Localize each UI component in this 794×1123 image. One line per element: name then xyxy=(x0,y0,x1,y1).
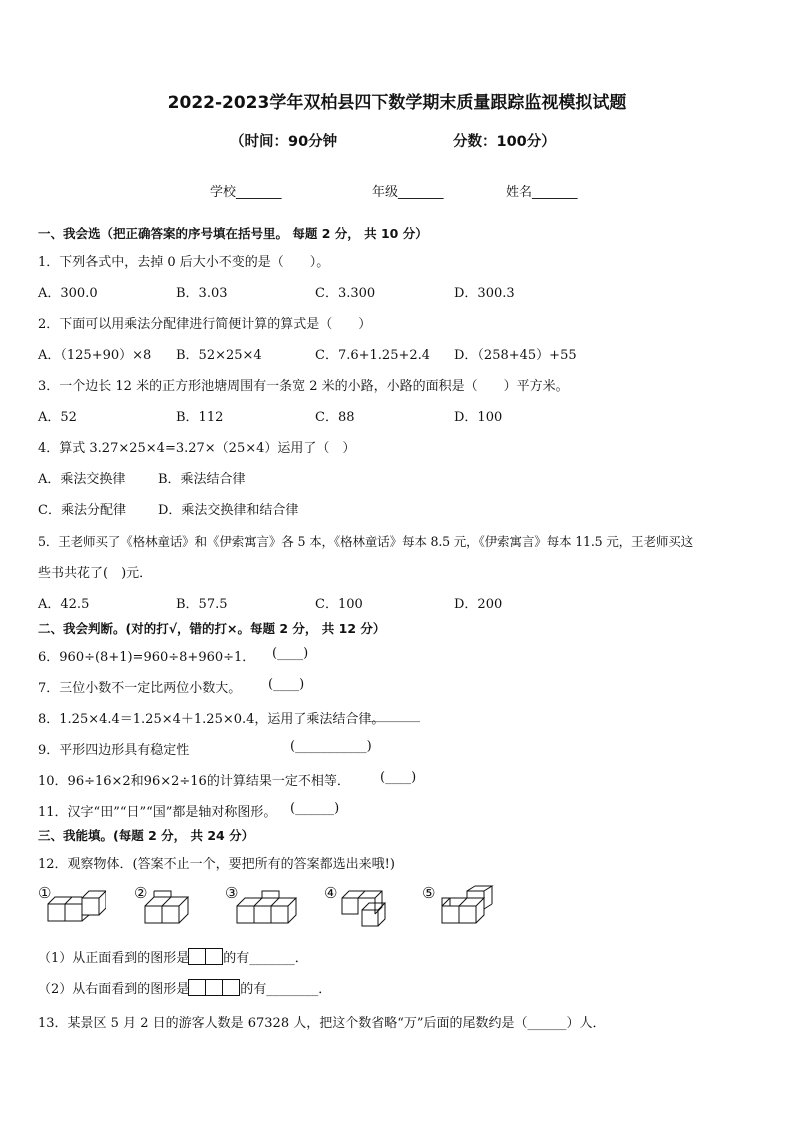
name-field[interactable]: 姓名_______ xyxy=(506,185,578,200)
figure-5-cubes xyxy=(432,884,496,932)
figure-label-5: ⑤ xyxy=(422,884,436,902)
question-6: 6．960÷(8+1)=960÷8+960÷1． xyxy=(38,650,256,665)
figure-2-cubes xyxy=(142,884,202,932)
q4-option-a[interactable]: A．乘法交换律 xyxy=(38,472,126,487)
q12-1-prefix: （1）从正面看到的图形是 xyxy=(38,951,190,966)
question-12-part-1 xyxy=(38,947,308,966)
question-2: 2．下面可以用乘法分配律进行简便计算的算式是（ ） xyxy=(38,317,372,332)
question-12: 12．观察物体．(答案不止一个，要把所有的答案都选出来哦!) xyxy=(38,857,395,872)
figure-label-1: ① xyxy=(38,884,52,902)
q1-option-a[interactable]: A．300.0 xyxy=(38,286,98,301)
question-13: 13．某景区 5 月 2 日的游客人数是 67328 人，把这个数省略“万”后面的尾数约是（______）人． xyxy=(38,1016,606,1031)
q5-option-c[interactable]: C．100 xyxy=(315,597,363,612)
q1-option-c[interactable]: C．3.300 xyxy=(315,286,376,301)
shape-box xyxy=(188,948,206,965)
exam-title: 2022-2023学年双柏县四下数学期末质量跟踪监视模拟试题 xyxy=(167,93,627,113)
q7-answer-blank[interactable]: (____) xyxy=(268,677,305,692)
q10-answer-blank[interactable]: (____) xyxy=(380,770,417,785)
q1-option-b[interactable]: B．3.03 xyxy=(176,286,228,301)
shape-box xyxy=(205,948,223,965)
q12-2-answer-blank[interactable]: 的有________． xyxy=(240,982,332,997)
q12-1-answer-blank[interactable]: 的有_______． xyxy=(223,951,308,966)
grade-field[interactable]: 年级_______ xyxy=(372,185,444,200)
q8-answer-blank[interactable]: ________ xyxy=(368,708,420,723)
figure-3-cubes xyxy=(234,884,304,932)
q2-option-c[interactable]: C．7.6+1.25+2.4 xyxy=(315,348,431,363)
question-10: 10．96÷16×2和96×2÷16的计算结果一定不相等． xyxy=(38,774,350,789)
question-8: 8．1.25×4.4＝1.25×4＋1.25×0.4，运用了乘法结合律。 xyxy=(38,712,385,727)
q5-option-d[interactable]: D．200 xyxy=(454,597,503,612)
q4-option-d[interactable]: D．乘法交换律和结合律 xyxy=(158,503,299,518)
question-9: 9．平形四边形具有稳定性 xyxy=(38,743,190,758)
figure-label-4: ④ xyxy=(324,884,338,902)
q3-option-d[interactable]: D．100 xyxy=(454,410,503,425)
q3-option-c[interactable]: C．88 xyxy=(315,410,355,425)
question-7: 7．三位小数不一定比两位小数大。 xyxy=(38,681,242,696)
q2-option-d[interactable]: D．（258+45）+55 xyxy=(454,348,577,363)
q12-2-prefix: （2）从右面看到的图形是 xyxy=(38,982,190,997)
shape-box xyxy=(205,979,223,996)
q2-option-a[interactable]: A．（125+90）×8 xyxy=(38,348,152,363)
q11-answer-blank[interactable]: (______) xyxy=(290,801,340,816)
figure-label-3: ③ xyxy=(225,884,239,902)
q5-option-a[interactable]: A．42.5 xyxy=(38,597,90,612)
q9-answer-blank[interactable]: (___________) xyxy=(290,739,372,754)
question-1: 1．下列各式中，去掉 0 后大小不变的是（ ）。 xyxy=(38,255,330,270)
question-5: 5．王老师买了《格林童话》和《伊索寓言》各 5 本，《格林童话》每本 8.5 元，《伊索寓言》每本 11.5 元，王老师买这 xyxy=(38,534,694,549)
q5-option-b[interactable]: B．57.5 xyxy=(176,597,228,612)
shape-box xyxy=(222,979,240,996)
school-field[interactable]: 学校_______ xyxy=(210,185,282,200)
figure-label-2: ② xyxy=(134,884,148,902)
question-11: 11．汉字“田”“日”“国”都是轴对称图形。 xyxy=(38,805,277,820)
q3-option-b[interactable]: B．112 xyxy=(176,410,224,425)
q1-option-d[interactable]: D．300.3 xyxy=(454,286,515,301)
section-heading-judge: 二、我会判断。(对的打√，错的打×。每题 2 分， 共 12 分） xyxy=(38,621,386,636)
q3-option-a[interactable]: A．52 xyxy=(38,410,77,425)
question-12-part-2 xyxy=(38,978,331,997)
figure-4-cubes xyxy=(334,884,394,932)
figure-1-cubes xyxy=(46,884,106,932)
q4-option-c[interactable]: C．乘法分配律 xyxy=(38,503,126,518)
total-score: 分数：100分） xyxy=(453,134,556,150)
question-4: 4．算式 3.27×25×4=3.27×（25×4）运用了（ ） xyxy=(38,441,356,456)
q6-answer-blank[interactable]: (____) xyxy=(272,646,309,661)
q4-option-b[interactable]: B．乘法结合律 xyxy=(158,472,246,487)
section-heading-fill: 三、我能填。(每题 2 分， 共 24 分） xyxy=(38,828,255,843)
shape-box xyxy=(188,979,206,996)
q2-option-b[interactable]: B．52×25×4 xyxy=(176,348,262,363)
question-3: 3．一个边长 12 米的正方形池塘周围有一条宽 2 米的小路，小路的面积是（ ）平方米。 xyxy=(38,379,569,394)
question-5-cont: 些书共花了( )元． xyxy=(38,566,153,581)
section-heading-choice: 一、我会选（把正确答案的序号填在括号里。 每题 2 分， 共 10 分） xyxy=(38,226,428,241)
time-limit: （时间：90分钟 xyxy=(230,134,338,150)
